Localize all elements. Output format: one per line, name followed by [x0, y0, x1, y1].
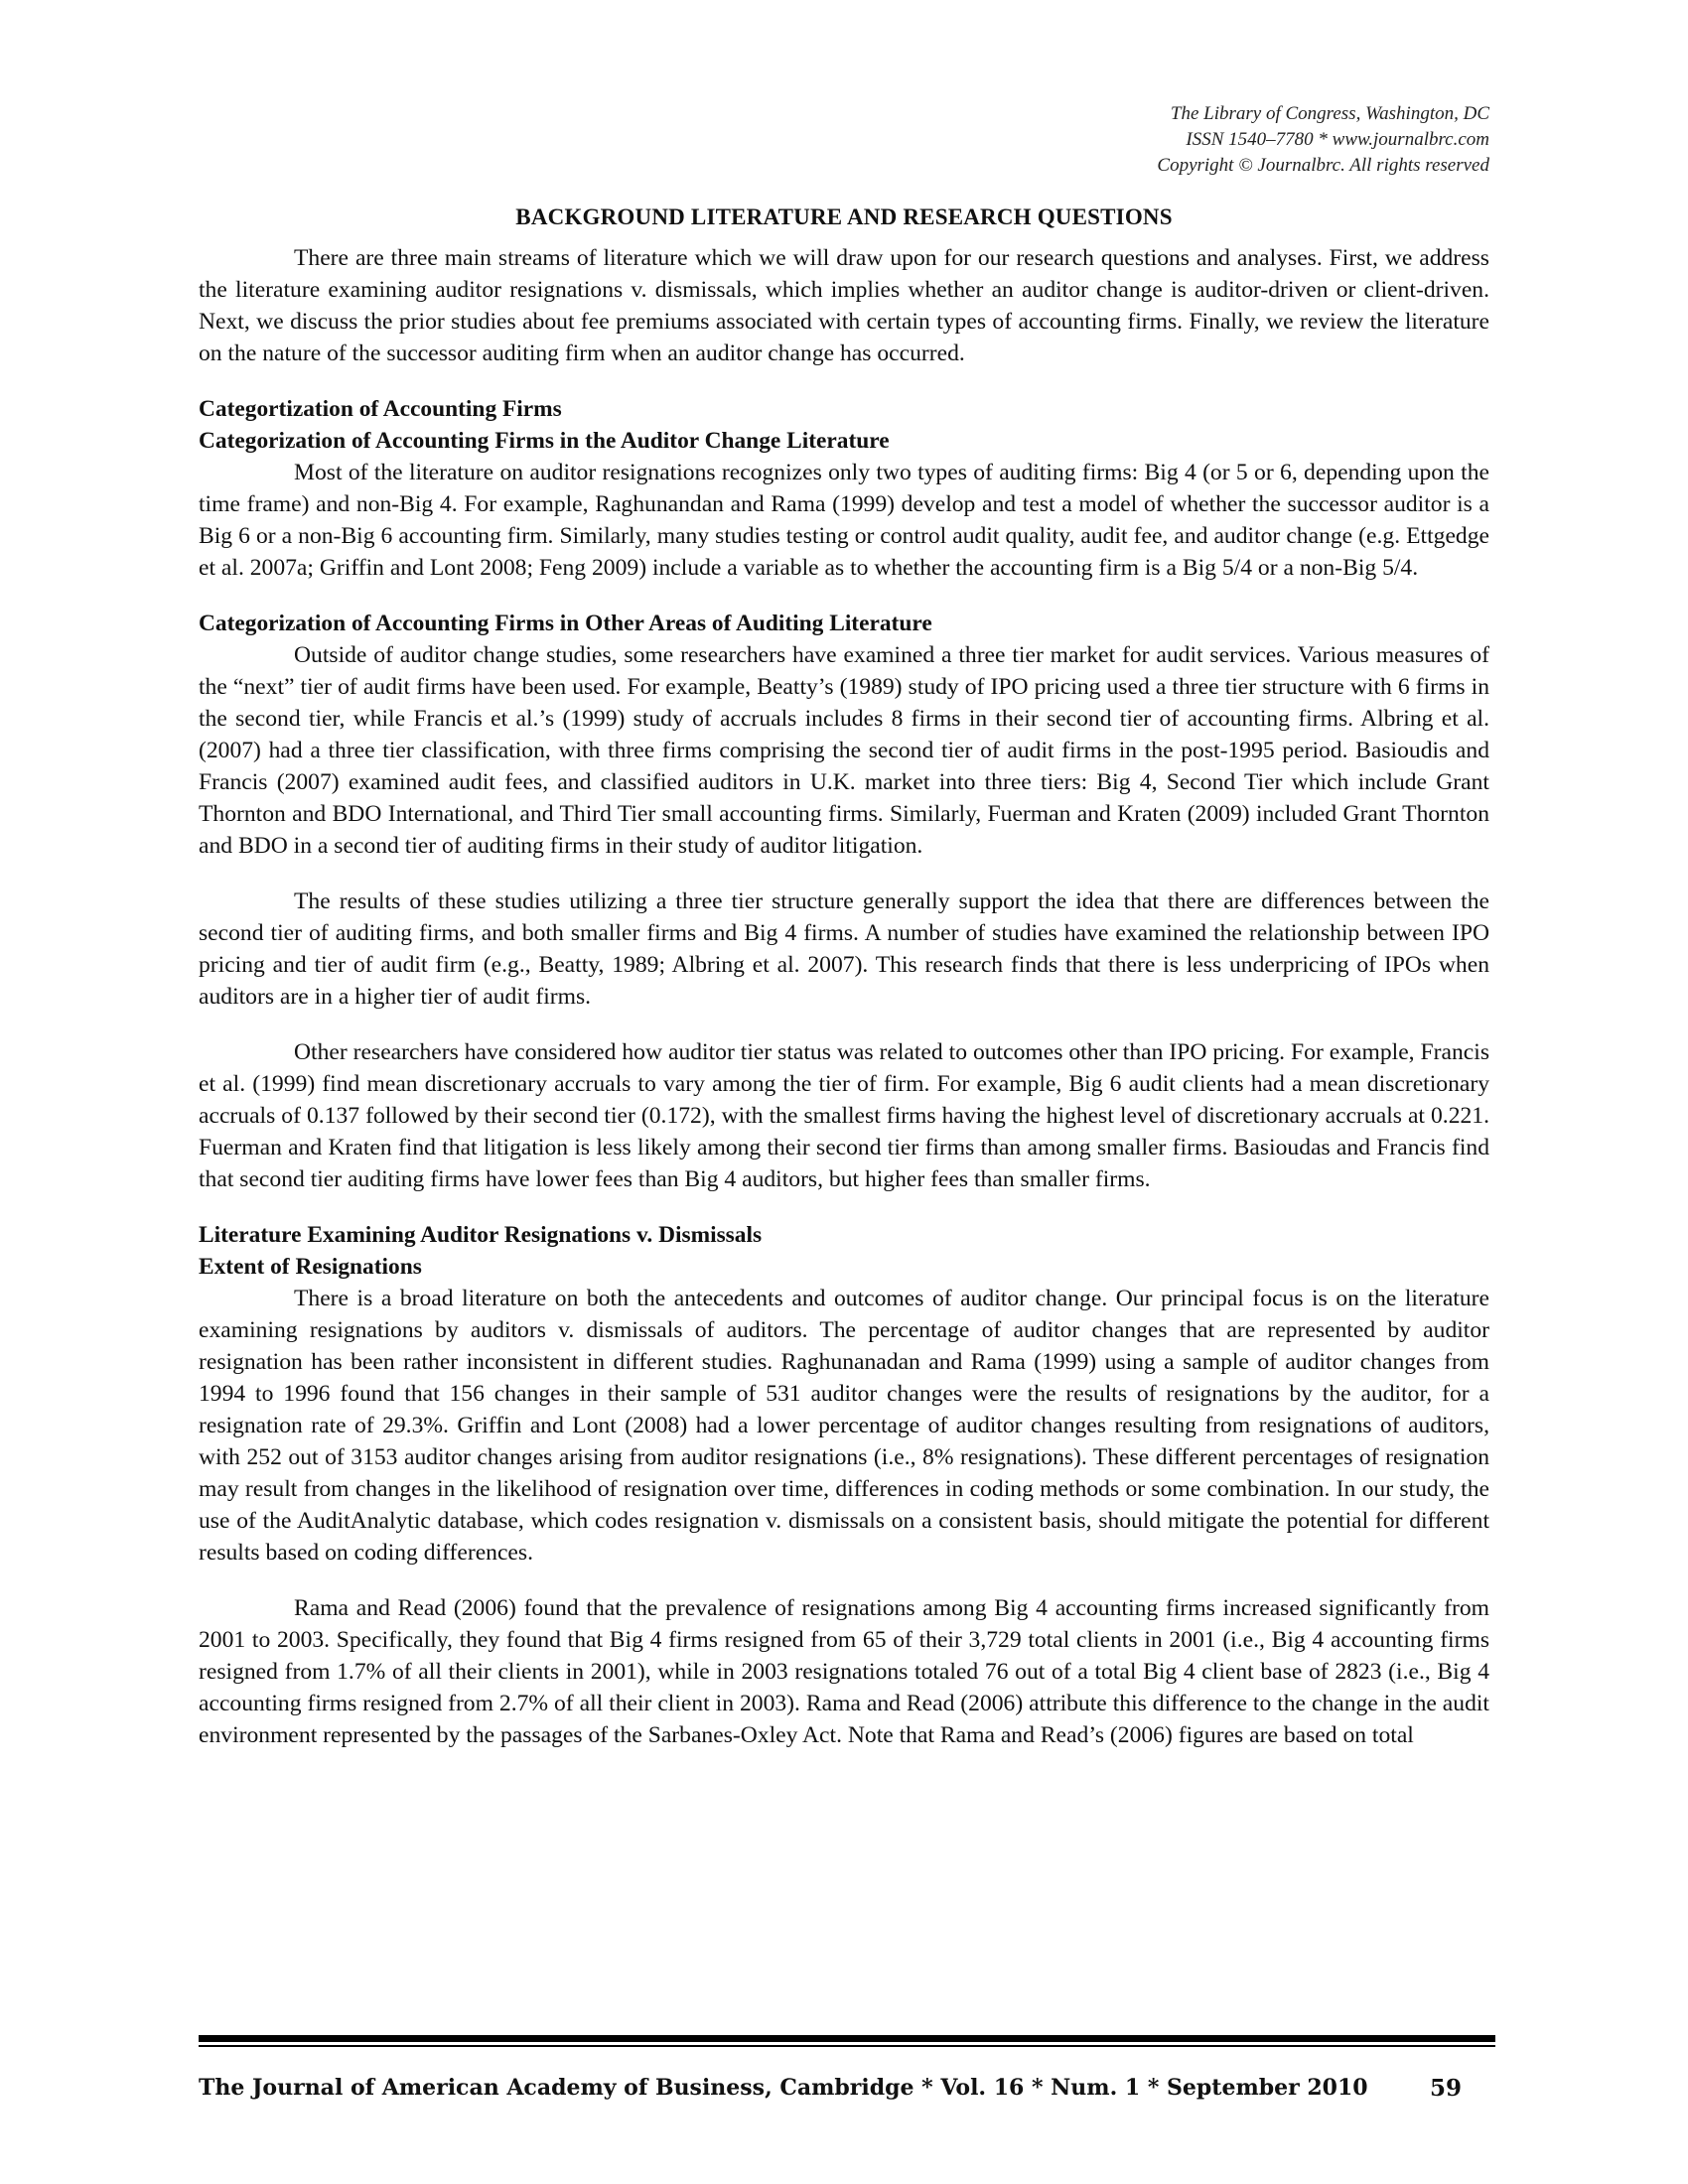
masthead-line-1: The Library of Congress, Washington, DC [1170, 103, 1489, 124]
paragraph-categorization-change: Most of the literature on auditor resignations recognizes only two types of auditing firms: Big 4 (or 5 or 6, depending upon the time frame) and non-Big 4. For example, Raghunandan and Rama (1999) develop and test a model of whether the successor auditor is a Big 6 or a non-Big 6 accounting firm. Similarly, many studies testing or control audit quality, audit fee, and auditor change (e.g. Ettgedge et al. 2007a; Griffin and Lont 2008; Feng 2009) include a variable as to whether the accounting firm is a Big 5/4 or a non-Big 5/4. [199, 460, 1489, 581]
article-body [199, 205, 1489, 1751]
heading-resignations: Literature Examining Auditor Resignations v. Dismissals [199, 1222, 763, 1248]
masthead-line-2: ISSN 1540–7780 * www.journalbrc.com [1186, 129, 1489, 150]
heading-extent: Extent of Resignations [199, 1254, 422, 1280]
paragraph-resignations-2: Rama and Read (2006) found that the prevalence of resignations among Big 4 accounting firms increased significantly from 2001 to 2003. Specifically, they found that Big 4 firms resigned from 65 of their 3,729 total clients in 2001 (i.e., Big 4 accounting firms resigned from 1.7% of all their clients in 2001), while in 2003 resignations totaled 76 out of a total Big 4 client base of 2823 (i.e., Big 4 accounting firms resigned from 2.7% of all their client in 2003). Rama and Read (2006) attribute this difference to the change in the audit environment represented by the passages of the Sarbanes-Oxley Act. Note that Rama and Read’s (2006) figures are based on total [199, 1595, 1489, 1748]
intro-paragraph: There are three main streams of literature which we will draw upon for our research questions and analyses. First, we address the literature examining auditor resignations v. dismissals, which implies whether an auditor change is auditor-driven or client-driven. Next, we discuss the prior studies about fee premiums associated with certain types of accounting firms. Finally, we review the literature on the nature of the successor auditing firm when an auditor change has occurred. [199, 245, 1489, 366]
paragraph-categorization-other-3: Other researchers have considered how auditor tier status was related to outcomes other than IPO pricing. For example, Francis et al. (1999) find mean discretionary accruals to vary among the tier of firm. For example, Big 6 audit clients had a mean discretionary accruals of 0.137 followed by their second tier (0.172), with the smallest firms having the highest level of discretionary accruals at 0.221. Fuerman and Kraten find that litigation is less likely among their second tier firms than among smaller firms. Basioudas and Francis find that second tier auditing firms have lower fees than Big 4 auditors, but higher fees than smaller firms. [199, 1039, 1489, 1192]
heading-categorization-change: Categorization of Accounting Firms in the Auditor Change Literature [199, 428, 890, 454]
footer-rule-thin [199, 2045, 1495, 2047]
page-number: 59 [1430, 2075, 1463, 2102]
footer-rule [199, 2035, 1495, 2042]
footer-journal-citation: The Journal of American Academy of Business, Cambridge * Vol. 16 * Num. 1 * September 2010 [199, 2075, 1368, 2101]
masthead-line-3: Copyright © Journalbrc. All rights reserved [1157, 155, 1489, 176]
heading-categorization: Categortization of Accounting Firms [199, 396, 562, 422]
section-title: BACKGROUND LITERATURE AND RESEARCH QUESTIONS [515, 205, 1173, 229]
paragraph-resignations-1: There is a broad literature on both the antecedents and outcomes of auditor change. Our principal focus is on the literature examining resignations by auditors v. dismissals of auditors. The percentage of auditor changes that are represented by auditor resignation has been rather inconsistent in different studies. Raghunanadan and Rama (1999) using a sample of auditor changes from 1994 to 1996 found that 156 changes in their sample of 531 auditor changes were the results of resignations by the auditor, for a resignation rate of 29.3%. Griffin and Lont (2008) had a lower percentage of auditor changes resulting from resignations of auditors, with 252 out of 3153 auditor changes arising from auditor resignations (i.e., 8% resignations). These different percentages of resignation may result from changes in the likelihood of resignation over time, differences in coding methods or some combination. In our study, the use of the AuditAnalytic database, which codes resignation v. dismissals on a consistent basis, should mitigate the potential for different results based on coding differences. [199, 1286, 1489, 1566]
heading-categorization-other: Categorization of Accounting Firms in Other Areas of Auditing Literature [199, 611, 932, 636]
masthead [1157, 101, 1489, 179]
paragraph-categorization-other-1: Outside of auditor change studies, some researchers have examined a three tier market for audit services. Various measures of the “next” tier of audit firms have been used. For example, Beatty’s (1989) study of IPO pricing used a three tier structure with 6 firms in the second tier, while Francis et al.’s (1999) study of accruals includes 8 firms in their second tier of accounting firms. Albring et al. (2007) had a three tier classification, with three firms comprising the second tier of audit firms in the post-1995 period. Basioudis and Francis (2007) examined audit fees, and classified auditors in U.K. market into three tiers: Big 4, Second Tier which include Grant Thornton and BDO International, and Third Tier small accounting firms. Similarly, Fuerman and Kraten (2009) included Grant Thornton and BDO in a second tier of auditing firms in their study of auditor litigation. [199, 642, 1489, 859]
paragraph-categorization-other-2: The results of these studies utilizing a three tier structure generally support the idea that there are differences between the second tier of auditing firms, and both smaller firms and Big 4 firms. A number of studies have examined the relationship between IPO pricing and tier of audit firm (e.g., Beatty, 1989; Albring et al. 2007). This research finds that there is less underpricing of IPOs when auditors are in a higher tier of audit firms. [199, 888, 1489, 1010]
